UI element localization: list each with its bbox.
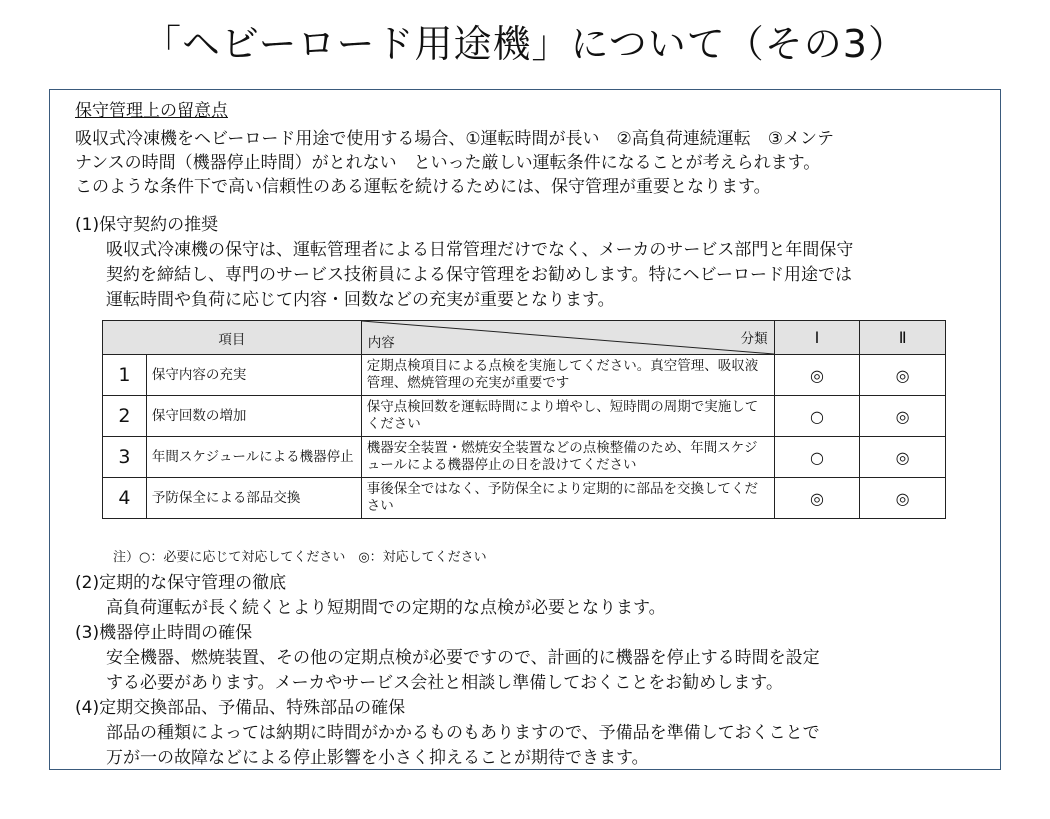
header-class-2: Ⅱ: [860, 321, 946, 355]
table-row: [103, 355, 946, 396]
header-content-category: [361, 321, 774, 355]
row-item: 保守回数の増加: [146, 396, 361, 437]
row-item: 予防保全による部品交換: [146, 478, 361, 519]
item4-line: 部品の種類によっては納期に時間がかかるものもありますので、予備品を準備しておくことで: [106, 723, 820, 743]
item3-heading: (3)機器停止時間の確保: [75, 623, 253, 643]
diagonal-divider: [362, 321, 774, 354]
row-content: 保守点検回数を運転時間により増やし、短時間の周期で実施してください: [361, 396, 774, 437]
item2-heading: (2)定期的な保守管理の徹底: [75, 573, 287, 593]
item4-heading: (4)定期交換部品、予備品、特殊部品の確保: [75, 698, 406, 718]
table-row: [103, 478, 946, 519]
row-class-1: ○: [774, 396, 860, 437]
section-heading: 保守管理上の留意点: [75, 101, 228, 121]
row-number: 4: [103, 478, 147, 519]
intro-line: ナンスの時間（機器停止時間）がとれない といった厳しい運転条件になることが考えられます。: [75, 153, 821, 173]
table-header-row: [103, 321, 946, 355]
row-content: 機器安全装置・燃焼安全装置などの点検整備のため、年間スケジュールによる機器停止の日を設けてください: [361, 437, 774, 478]
row-class-2: ◎: [860, 478, 946, 519]
row-class-2: ◎: [860, 437, 946, 478]
row-class-2: ◎: [860, 396, 946, 437]
table-row: [103, 396, 946, 437]
row-item: 保守内容の充実: [146, 355, 361, 396]
row-number: 2: [103, 396, 147, 437]
row-class-2: ◎: [860, 355, 946, 396]
row-class-1: ◎: [774, 478, 860, 519]
item2-line: 高負荷運転が長く続くとより短期間での定期的な点検が必要となります。: [106, 598, 666, 618]
header-category: 分類: [740, 331, 768, 347]
table-row: [103, 437, 946, 478]
item4-line: 万が一の故障などによる停止影響を小さく抑えることが期待できます。: [106, 748, 649, 768]
page-title: 「ヘビーロード用途機」について（その3）: [143, 22, 907, 66]
row-item: 年間スケジュールによる機器停止: [146, 437, 361, 478]
intro-line: 吸収式冷凍機をヘビーロード用途で使用する場合、①運転時間が長い ②高負荷連続運転 ③メンテ: [75, 129, 835, 149]
item3-line: する必要があります。メーカやサービス会社と相談し準備しておくことをお勧めします。: [106, 673, 783, 693]
row-content: 事後保全ではなく、予防保全により定期的に部品を交換してください: [361, 478, 774, 519]
item1-line: 契約を締結し、専門のサービス技術員による保守管理をお勧めします。特にヘビーロード用途では: [106, 265, 852, 285]
intro-line: このような条件下で高い信頼性のある運転を続けるためには、保守管理が重要となります。: [75, 177, 771, 197]
row-number: 1: [103, 355, 147, 396]
row-class-1: ○: [774, 437, 860, 478]
table-note: 注）○：必要に応じて対応してください ◎：対応してください: [113, 550, 487, 565]
header-content: 内容: [367, 335, 395, 351]
item1-line: 運転時間や負荷に応じて内容・回数などの充実が重要となります。: [106, 290, 615, 310]
item3-line: 安全機器、燃焼装置、その他の定期点検が必要ですので、計画的に機器を停止する時間を設定: [106, 648, 820, 668]
header-item: 項目: [103, 321, 362, 355]
row-class-1: ◎: [774, 355, 860, 396]
row-number: 3: [103, 437, 147, 478]
maintenance-table: [102, 320, 946, 519]
item1-heading: (1)保守契約の推奨: [75, 215, 219, 235]
header-class-1: Ⅰ: [774, 321, 860, 355]
item1-line: 吸収式冷凍機の保守は、運転管理者による日常管理だけでなく、メーカのサービス部門と年間保守: [106, 240, 854, 260]
row-content: 定期点検項目による点検を実施してください。真空管理、吸収液管理、燃焼管理の充実が重要です: [361, 355, 774, 396]
